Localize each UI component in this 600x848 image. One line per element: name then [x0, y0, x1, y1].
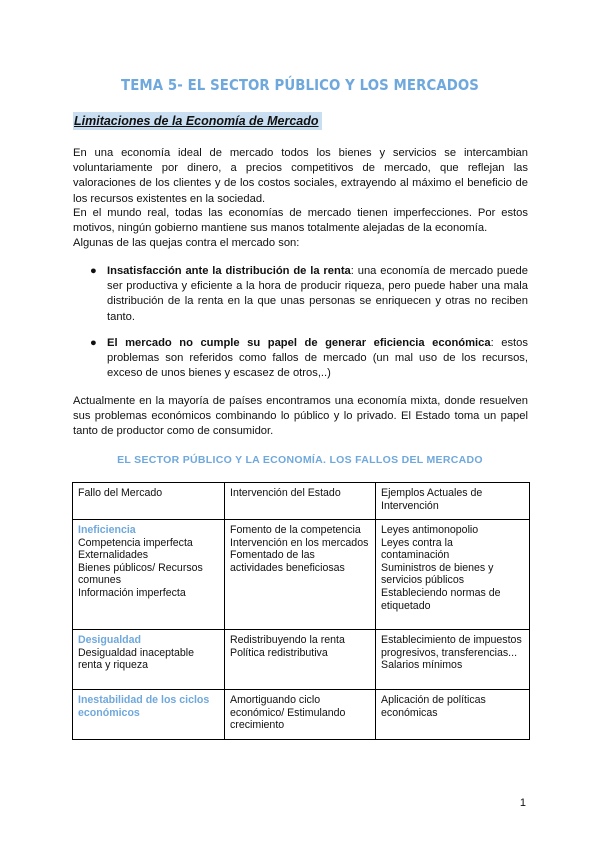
bullet-dot-icon: ●	[90, 265, 97, 277]
cell-line: Establecimiento de impuestos progresivos, transferencias...	[381, 634, 522, 659]
table-cell	[73, 520, 225, 630]
page-number: 1	[519, 797, 526, 809]
list-item	[90, 336, 528, 382]
paragraph-mixed-economy: Actualmente en la mayoría de países encontramos una economía mixta, donde resuelven sus problemas económicos combinando lo público y lo privado. El Estado toma un papel tanto de productor como de consumidor.	[73, 395, 528, 438]
cell-line: Suministros de bienes y servicios públicos	[381, 561, 494, 587]
table-cell	[225, 690, 376, 740]
cell-line: Política redistributiva	[230, 646, 328, 659]
category-label: Desigualdad	[78, 634, 141, 646]
paragraph-complaints-intro: Algunas de las quejas contra el mercado son:	[73, 237, 300, 249]
page-title: TEMA 5- EL SECTOR PÚBLICO Y LOS MERCADOS	[121, 76, 479, 94]
bullet-bold: Insatisfacción ante la distribución de la renta	[107, 265, 351, 277]
cell-line: Salarios mínimos	[381, 659, 463, 672]
market-failures-table	[72, 482, 530, 740]
table-cell	[376, 520, 530, 630]
paragraph-real-world: En el mundo real, todas las economías de mercado tienen imperfecciones. Por estos motivos, ningún gobierno mantiene sus manos totalmente alejadas de la economía.	[73, 207, 528, 235]
cell-line: Leyes antimonopolio	[381, 524, 479, 536]
cell-line: Externalidades	[78, 549, 149, 562]
bullet-text: : estos problemas son referidos como fallos de mercado (un mal uso de los recursos, exceso de unos bienes y escasez de otros,..)	[107, 337, 528, 380]
cell-line: Información imperfecta	[78, 586, 186, 599]
cell-line: Competencia imperfecta	[78, 536, 193, 549]
table-title: EL SECTOR PÚBLICO Y LA ECONOMÍA. LOS FALLOS DEL MERCADO	[117, 454, 483, 466]
cell-line: Redistribuyendo la renta	[230, 634, 345, 646]
cell-line: Desigualdad inaceptable renta y riqueza	[78, 646, 195, 672]
bullet-list-2	[90, 336, 528, 382]
table-row	[73, 520, 530, 630]
table-cell	[225, 520, 376, 630]
bullet-dot-icon: ●	[90, 337, 97, 349]
cell-line: Amortiguando ciclo económico/ Estimulando crecimiento	[230, 694, 346, 732]
header-cell: Ejemplos Actuales de Intervención	[376, 483, 530, 520]
table-cell	[225, 630, 376, 690]
cell-line: Aplicación de políticas económicas	[381, 694, 486, 719]
header-cell: Fallo del Mercado	[73, 483, 225, 520]
header-cell: Intervención del Estado	[225, 483, 376, 520]
cell-line: Intervención en los mercados	[230, 536, 369, 549]
category-label: Inestabilidad de los ciclos económicos	[78, 694, 210, 719]
cell-line: Bienes públicos/ Recursos comunes	[78, 561, 203, 587]
cell-line: Fomentado de las actividades beneficiosas	[230, 549, 345, 574]
bullet-list-1	[90, 264, 528, 325]
table-row	[73, 690, 530, 740]
bullet-text: : una economía de mercado puede ser productiva y eficiente a la hora de producir riqueza, pero puede haber una mala distribución de la renta en la que unas personas se enriquecen y otras no reciben tanto.	[107, 265, 528, 323]
category-label: Ineficiencia	[78, 524, 136, 536]
paragraph-intro: En una economía ideal de mercado todos los bienes y servicios se intercambian voluntariamente por dinero, a precios competitivos de mercado, que reflejan las valoraciones de los clientes y de los costos sociales, extrayendo al máximo el beneficio de los recursos existentes en la sociedad.	[73, 147, 528, 205]
table-cell	[73, 690, 225, 740]
table-header-row	[73, 483, 530, 520]
table-cell	[376, 690, 530, 740]
section-heading: Limitaciones de la Economía de Mercado	[73, 112, 322, 130]
table-row	[73, 630, 530, 690]
cell-line: Estableciendo normas de etiquetado	[381, 586, 501, 612]
cell-line: Fomento de la competencia	[230, 524, 361, 536]
cell-line: Leyes contra la contaminación	[381, 536, 453, 562]
bullet-bold: El mercado no cumple su papel de generar eficiencia económica	[107, 337, 491, 349]
list-item	[90, 264, 528, 325]
table-cell	[73, 630, 225, 690]
table-cell	[376, 630, 530, 690]
